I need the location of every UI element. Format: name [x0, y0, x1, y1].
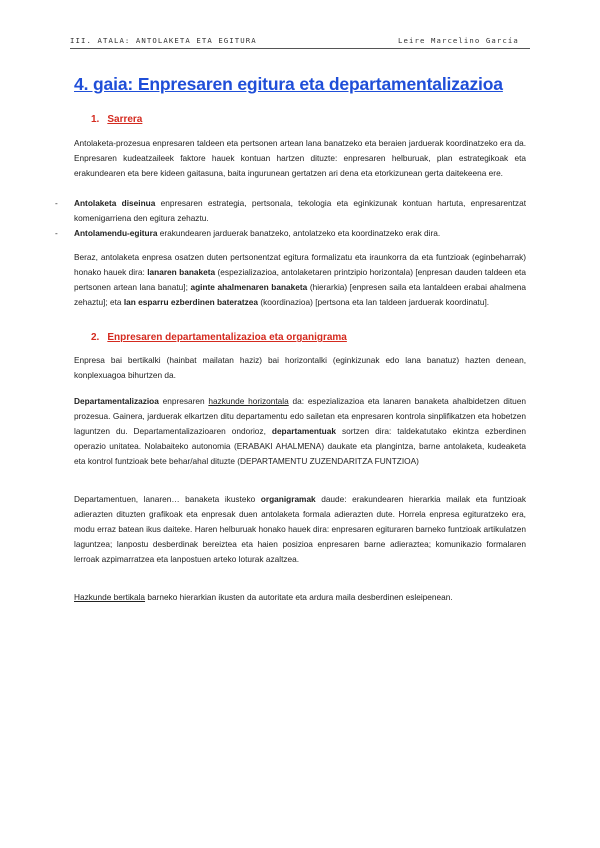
text-run: enpresaren [158, 396, 209, 406]
list-item [55, 226, 526, 241]
paragraph-departamentalizazioa [74, 394, 526, 469]
paragraph-functions [74, 250, 526, 310]
section-heading-departamentalizazioa [91, 332, 347, 343]
bold-term: departamentuak [271, 426, 336, 436]
bold-term: aginte ahalmenaren banaketa [190, 282, 308, 292]
paragraph-organigramak [74, 492, 526, 567]
running-header-right: Leire Marcelino García [398, 36, 519, 45]
paragraph-intro: Antolaketa-prozesua enpresaren taldeen eta pertsonen artean lana banatzeko eta beraien jarduerak koordinatzeko era da. Enpresaren kudeatzaileek faktore hauek kontuan hartzen dituzte: enpresaren helburuak, plan estrategikoak eta erakundearen eta bere kideen gaitasuna, baita ingurunean gertatzen ari dena eta etorkizunean gerta daitekeena ere. [74, 138, 526, 178]
section-title: Sarrera [107, 114, 143, 125]
underlined-term: hazkunde horizontala [208, 396, 289, 406]
list-item [55, 196, 526, 226]
header-rule [70, 48, 530, 49]
list-bullet: - [55, 198, 58, 208]
section-number: 2. [91, 332, 100, 343]
bold-term: lan esparru ezberdinen bateratzea [123, 297, 259, 307]
page-title: 4. gaia: Enpresaren egitura eta departamentalizazioa [74, 74, 503, 94]
list-text: erakundearen jarduerak banatzeko, antolatzeko eta koordinatzeko erak dira. [157, 228, 441, 238]
list-text: enpresaren estrategia, pertsonala, tekologia eta eginkizunak kontuan hartuta, enpresarentzat komenigarriena den egitura zehaztu. [74, 198, 526, 223]
section-title: Enpresaren departamentalizazioa eta organigrama [107, 332, 347, 343]
text-run: barneko hierarkian ikusten da autoritate eta ardura maila desberdinen esleipenean. [145, 592, 453, 602]
paragraph-vertical-growth [74, 590, 526, 605]
text-run: (hierarkia) [enpresen saila eta lantaldeen erabai ahalmena zehaztu]; eta [74, 282, 527, 307]
paragraph-growth: Enpresa bai bertikalki (hainbat mailatan haziz) bai horizontalki (eginkizunak edo lana banatuz) hazten denean, konplexuagoa bihurtzen da. [74, 355, 526, 380]
text-run: Departamentuen, lanaren… banaketa ikusteko [74, 494, 261, 504]
text-run: da: espezializazioa eta lanaren banaketa ahalbidetzen dituen prozesua. Gainera, jarduerak elkartzen ditu departamentu edo sailetan eta enpresaren kontrola sinplifikatzen eta hobetzen laguntzen du. Departamentalizazioaren ondorioz, [74, 396, 526, 436]
list-term: Antolaketa diseinua [74, 198, 156, 208]
text-run: sortzen dira: taldekatutako ekintza ezberdinen operazio unitatea. Nolabaiteko autonomia (ERABAKI AHALMENA) daukate eta plangintza, barne antolaketa, kudeaketa eta kontrol funtzioak bete behar/ahal dituzte (DEPARTAMENTU ZUZENDARITZA FUNTZIOA) [74, 426, 526, 466]
bold-term: lanaren banaketa [147, 267, 216, 277]
underlined-term: Hazkunde bertikala [74, 592, 146, 602]
text-run: (koordinazioa) [pertsona eta lan taldeen jarduerak koordinatu]. [258, 297, 490, 307]
section-heading-sarrera [91, 114, 142, 125]
bold-term: Departamentalizazioa [74, 396, 159, 406]
section-number: 1. [91, 114, 100, 125]
list-bullet: - [55, 228, 58, 238]
text-run: Beraz, antolaketa enpresa osatzen duten pertsonentzat egitura formalizatu eta iraunkorra da eta funtzioak (eginbeharrak) honako hauek dira: [74, 252, 526, 277]
list-term: Antolamendu-egitura [74, 228, 158, 238]
running-header-left: III. ATALA: ANTOLAKETA ETA EGITURA [70, 36, 257, 45]
text-run: (espezializazioa, antolaketaren printzipio horizontala) [enpresan dauden taldeen eta pertsonen artean lana banatu]; [74, 267, 526, 292]
text-run: daude: erakundearen hierarkia mailak eta funtzioak adierazten dituzten grafikoak eta enpresak duen antolaketa formala adierazten dute. Horrela enpresa egituratzeko era, modu erraz batean ikus daiteke. Haren helburuak honako hauek dira: enpresaren egituraren barneko funtzioak artikulatzen laguntzea; lanpostu desberdinak bereiztea eta haien posizioa enpresaren barne adieraztea; komunikazio formalaren lerroak azpimarratzea eta lanpostuen arteko loturak azaltzea. [74, 494, 526, 564]
bold-term: organigramak [260, 494, 316, 504]
